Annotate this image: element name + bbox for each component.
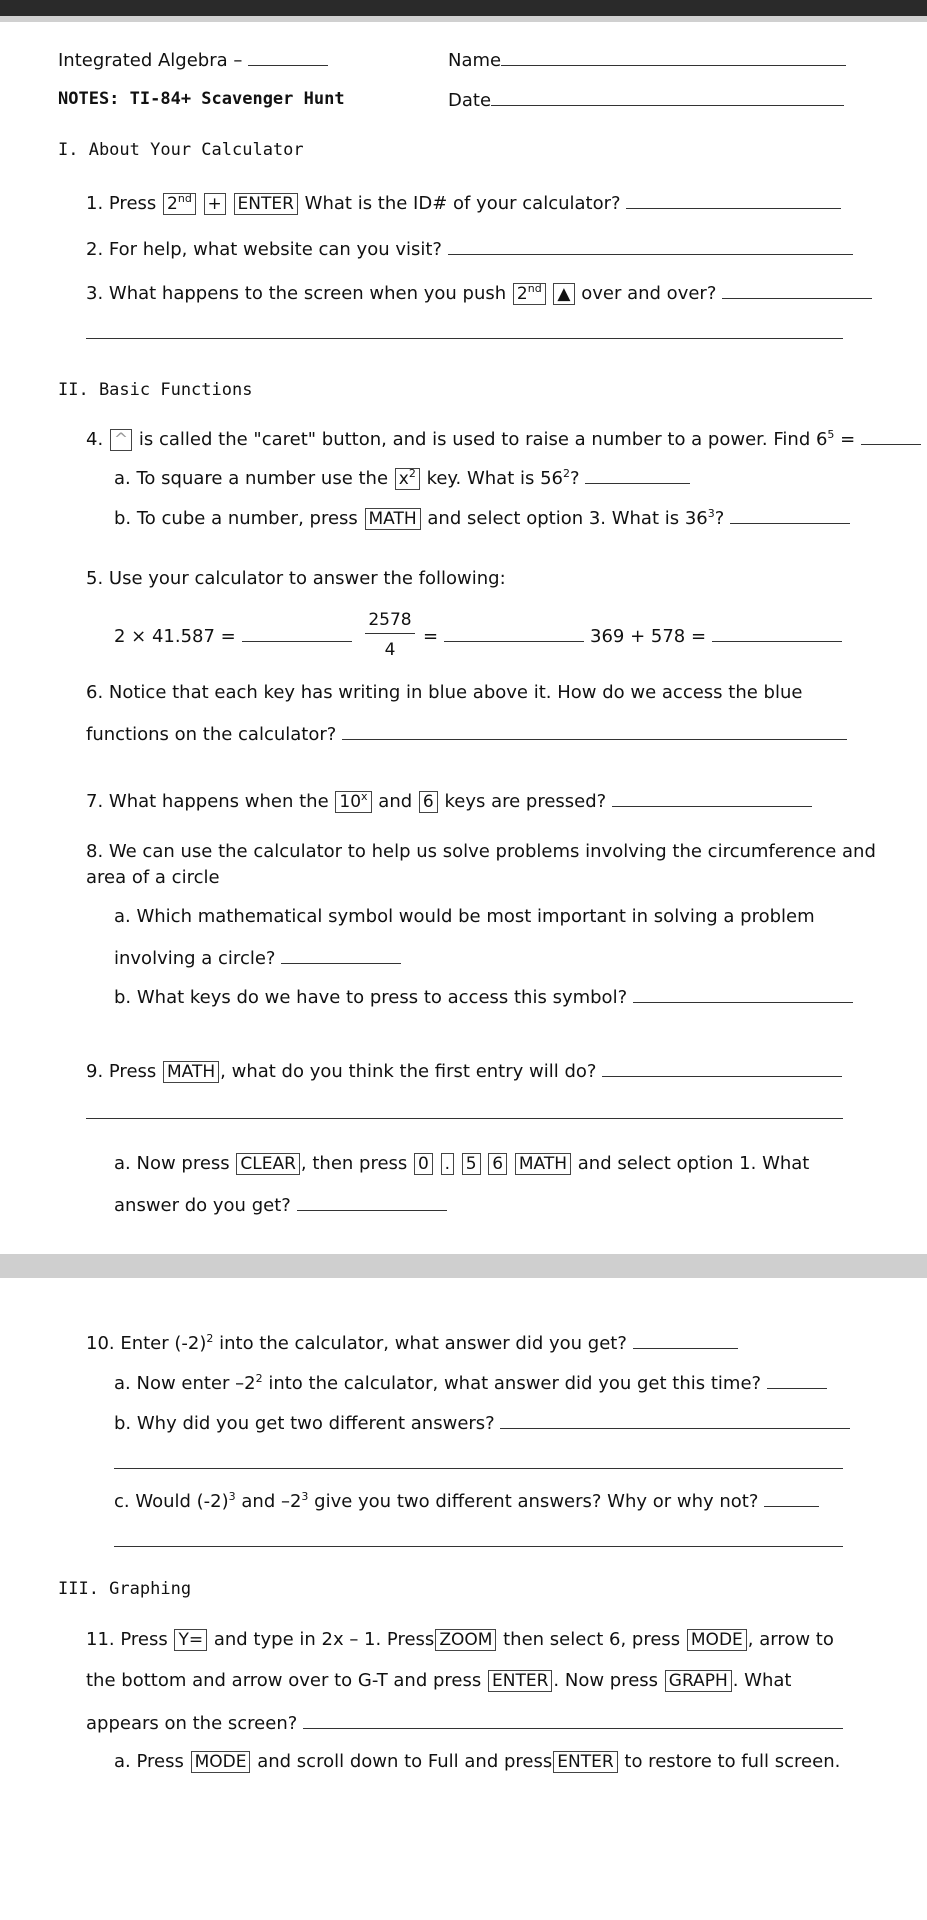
q4a-mark: ? xyxy=(569,468,580,489)
question-11 xyxy=(86,1628,834,1652)
q11-mid2: then select 6, press xyxy=(503,1629,681,1650)
key-up-arrow: ▲ xyxy=(553,283,574,305)
answer-blank[interactable] xyxy=(722,280,872,299)
q4a-question: key. What is 56 xyxy=(426,468,563,489)
q10a-exponent: 2 xyxy=(255,1372,263,1385)
answer-blank[interactable] xyxy=(633,984,853,1003)
key-enter: ENTER xyxy=(553,1751,617,1773)
name-blank[interactable] xyxy=(501,47,846,66)
answer-blank[interactable] xyxy=(585,465,690,484)
q6-text: functions on the calculator? xyxy=(86,724,337,745)
q11-text: 11. Press xyxy=(86,1629,168,1650)
question-10 xyxy=(86,1330,738,1356)
question-10b xyxy=(114,1410,850,1436)
q10c-exponent-1: 3 xyxy=(228,1490,236,1503)
q1-text: 1. Press xyxy=(86,193,157,214)
answer-blank[interactable] xyxy=(303,1710,843,1729)
answer-line[interactable] xyxy=(86,338,843,339)
fraction-numerator: 2578 xyxy=(365,610,415,634)
question-9 xyxy=(86,1058,842,1084)
answer-blank[interactable] xyxy=(444,623,584,642)
fraction-denominator: 4 xyxy=(384,640,396,660)
q3-question: over and over? xyxy=(581,283,717,304)
q10-exponent: 2 xyxy=(206,1332,214,1345)
q5-expr3-text: 369 + 578 = xyxy=(590,626,707,647)
q5-expression-2 xyxy=(423,623,584,649)
answer-blank[interactable] xyxy=(626,190,841,209)
q10a-question: into the calculator, what answer did you get this time? xyxy=(262,1373,762,1394)
q4b-question: and select option 3. What is 36 xyxy=(427,508,708,529)
q9a-text-2: answer do you get? xyxy=(114,1195,291,1216)
key-10x: 10$^x$ xyxy=(335,791,371,813)
key-2nd: 2nd xyxy=(163,193,196,215)
key-enter: ENTER xyxy=(488,1670,552,1692)
name-field xyxy=(448,47,846,73)
q8b-text: b. What keys do we have to press to access this symbol? xyxy=(114,987,628,1008)
q10c-mid: and –2 xyxy=(235,1491,302,1512)
q10b-text: b. Why did you get two different answers? xyxy=(114,1413,495,1434)
course-title xyxy=(58,47,328,73)
q10c-question: give you two different answers? Why or why not? xyxy=(308,1491,759,1512)
q9-text: 9. Press xyxy=(86,1061,157,1082)
key-2nd: 2nd xyxy=(513,283,546,305)
q4-number: 4. xyxy=(86,429,104,450)
q5-expression-1 xyxy=(114,623,352,649)
key-mode: MODE xyxy=(687,1629,747,1651)
question-11a xyxy=(114,1750,840,1774)
q4b-exponent: 3 xyxy=(707,507,715,520)
key-graph: GRAPH xyxy=(665,1670,732,1692)
date-blank[interactable] xyxy=(491,87,844,106)
answer-blank[interactable] xyxy=(342,721,847,740)
q11-mid3: . Now press xyxy=(553,1670,659,1691)
q7-and: and xyxy=(378,791,413,812)
q7-text: 7. What happens when the xyxy=(86,791,329,812)
page-break xyxy=(0,1254,927,1278)
key-plus: + xyxy=(204,193,226,215)
q4-text: is called the "caret" button, and is used to raise a number to a power. Find 6 xyxy=(138,429,828,450)
key-y-equals: Y= xyxy=(174,1629,207,1651)
key-zoom: ZOOM xyxy=(435,1629,496,1651)
answer-blank[interactable] xyxy=(764,1488,819,1507)
q9-question: , what do you think the first entry will do? xyxy=(220,1061,597,1082)
q4-equals: = xyxy=(834,429,856,450)
key-6: 6 xyxy=(488,1153,507,1175)
q5-expr1-text: 2 × 41.587 = xyxy=(114,626,236,647)
course-blank[interactable] xyxy=(248,47,328,66)
q4a-exponent: 2 xyxy=(562,467,570,480)
question-8: 8. We can use the calculator to help us solve problems involving the circumference and xyxy=(86,841,876,862)
question-10a xyxy=(114,1370,827,1396)
section-heading: III. Graphing xyxy=(58,1579,192,1599)
question-11-line3 xyxy=(86,1710,843,1736)
q11a-text: a. Press xyxy=(114,1751,184,1772)
key-x-squared: $x^2$ xyxy=(395,468,420,490)
answer-line[interactable] xyxy=(86,1118,843,1119)
question-8-line2: area of a circle xyxy=(86,867,220,888)
q10c-exponent-2: 3 xyxy=(301,1490,309,1503)
q9a-text: a. Now press xyxy=(114,1153,230,1174)
answer-blank[interactable] xyxy=(448,236,853,255)
answer-blank[interactable] xyxy=(242,623,352,642)
fraction xyxy=(365,610,415,660)
answer-blank[interactable] xyxy=(612,788,812,807)
q7-question: keys are pressed? xyxy=(444,791,607,812)
answer-blank[interactable] xyxy=(602,1058,842,1077)
answer-blank[interactable] xyxy=(730,505,850,524)
q4a-text: a. To square a number use the xyxy=(114,468,389,489)
q4-exponent: 5 xyxy=(827,428,835,441)
q10-question: into the calculator, what answer did you get? xyxy=(213,1333,627,1354)
answer-blank[interactable] xyxy=(767,1370,827,1389)
key-math: MATH xyxy=(365,508,421,530)
section-heading: I. About Your Calculator xyxy=(58,140,304,160)
question-4 xyxy=(86,426,921,452)
question-6-line2 xyxy=(86,721,847,747)
q11a-mid: and scroll down to Full and press xyxy=(257,1751,553,1772)
key-enter: ENTER xyxy=(234,193,298,215)
answer-blank[interactable] xyxy=(281,945,401,964)
question-6: 6. Notice that each key has writing in blue above it. How do we access the blue xyxy=(86,682,803,703)
key-mode: MODE xyxy=(191,1751,251,1773)
fraction-equals: = xyxy=(423,626,439,647)
question-1 xyxy=(86,190,841,216)
question-9a xyxy=(114,1152,809,1176)
question-10c xyxy=(114,1488,819,1514)
question-8a: a. Which mathematical symbol would be most important in solving a problem xyxy=(114,906,815,927)
question-8b xyxy=(114,984,853,1010)
q2-text: 2. For help, what website can you visit? xyxy=(86,239,442,260)
date-field xyxy=(448,87,844,113)
q10a-text: a. Now enter –2 xyxy=(114,1373,256,1394)
question-5: 5. Use your calculator to answer the following: xyxy=(86,568,506,589)
question-11-line2 xyxy=(86,1669,791,1693)
answer-line[interactable] xyxy=(114,1468,843,1469)
key-math: MATH xyxy=(515,1153,571,1175)
q11-mid1: and type in 2x – 1. Press xyxy=(213,1629,435,1650)
key-caret: ^ xyxy=(110,429,132,451)
key-5: 5 xyxy=(462,1153,481,1175)
key-6: 6 xyxy=(419,791,438,813)
question-7 xyxy=(86,788,812,814)
question-3 xyxy=(86,280,872,306)
answer-blank[interactable] xyxy=(712,623,842,642)
answer-blank[interactable] xyxy=(633,1330,738,1349)
answer-blank[interactable] xyxy=(297,1192,447,1211)
key-0: 0 xyxy=(414,1153,433,1175)
question-4a xyxy=(114,465,690,491)
q9a-mid: , then press xyxy=(300,1153,408,1174)
key-decimal: . xyxy=(441,1153,454,1175)
key-clear: CLEAR xyxy=(236,1153,300,1175)
question-8a-line2 xyxy=(114,945,401,971)
q4b-text: b. To cube a number, press xyxy=(114,508,358,529)
question-4b xyxy=(114,505,850,531)
q11-text-3: appears on the screen? xyxy=(86,1713,298,1734)
q3-text: 3. What happens to the screen when you push xyxy=(86,283,507,304)
q11-post: , arrow to xyxy=(747,1629,834,1650)
q8a-text: involving a circle? xyxy=(114,948,276,969)
q10-text: 10. Enter (-2) xyxy=(86,1333,207,1354)
q10c-text: c. Would (-2) xyxy=(114,1491,229,1512)
q11a-post: to restore to full screen. xyxy=(624,1751,841,1772)
question-2 xyxy=(86,236,853,262)
q9a-question: and select option 1. What xyxy=(577,1153,810,1174)
q1-question: What is the ID# of your calculator? xyxy=(304,193,621,214)
name-label: Name xyxy=(448,50,502,71)
course-label: Integrated Algebra – xyxy=(58,50,243,71)
answer-blank[interactable] xyxy=(861,426,921,445)
question-9a-line2 xyxy=(114,1192,447,1218)
answer-blank[interactable] xyxy=(500,1410,850,1429)
notes-title: NOTES: TI-84+ Scavenger Hunt xyxy=(58,89,345,109)
date-label: Date xyxy=(448,90,492,111)
top-bar-shadow xyxy=(0,16,927,22)
q5-expression-3 xyxy=(590,623,842,649)
q4b-mark: ? xyxy=(714,508,725,529)
key-math: MATH xyxy=(163,1061,219,1083)
q11-text-2: the bottom and arrow over to G-T and press xyxy=(86,1670,482,1691)
q11-post-2: . What xyxy=(732,1670,792,1691)
answer-line[interactable] xyxy=(114,1546,843,1547)
section-heading: II. Basic Functions xyxy=(58,380,253,400)
top-bar xyxy=(0,0,927,16)
